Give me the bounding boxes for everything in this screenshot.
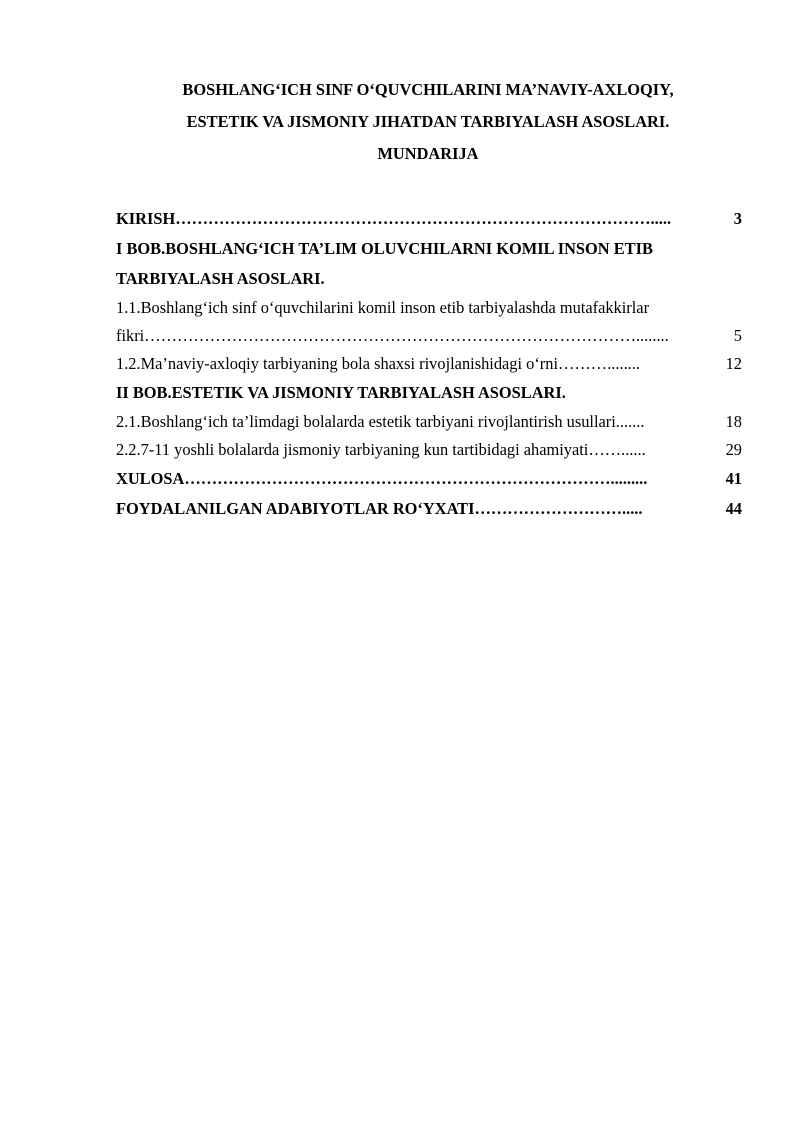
- toc-leader-dots: …………………………………………………………………….........: [184, 469, 648, 488]
- toc-entry-kirish[interactable]: [116, 204, 742, 234]
- toc-entry-label: FOYDALANILGAN ADABIYOTLAR RO‘YXATI: [116, 499, 475, 518]
- document-title: [100, 74, 756, 170]
- toc-entry-label: 2.1.Boshlang‘ich ta’limdagi bolalarda estetik tarbiyani rivojlantirish usullari: [116, 412, 616, 431]
- toc-entry-label: XULOSA: [116, 469, 185, 488]
- toc-entry-label: fikri: [116, 326, 145, 345]
- title-line-2: ESTETIK VA JISMONIY JIHATDAN TARBIYALASH ASOSLARI.: [186, 112, 670, 131]
- toc-leader-dots: …………………………………………………………………………….....: [175, 209, 672, 228]
- toc-section-1-2[interactable]: [116, 350, 742, 378]
- toc-chapter-1-line-1[interactable]: I BOB.BOSHLANG‘ICH TA’LIM OLUVCHILARNI KOMIL INSON ETIB: [116, 239, 653, 258]
- toc-entry-label: KIRISH: [116, 209, 176, 228]
- toc-page-number: 12: [725, 354, 742, 373]
- toc-entry-xulosa[interactable]: [116, 464, 742, 494]
- toc-section-1-1-line-2[interactable]: [116, 322, 742, 350]
- toc-leader-dots: .......: [615, 412, 645, 431]
- toc-chapter-2[interactable]: II BOB.ESTETIK VA JISMONIY TARBIYALASH ASOSLARI.: [116, 383, 566, 402]
- toc-page-number: 3: [733, 209, 742, 228]
- toc-entry-references[interactable]: [116, 494, 742, 524]
- toc-section-2-1[interactable]: [116, 408, 742, 436]
- table-of-contents: [116, 204, 742, 524]
- toc-leader-dots: ………………………………………………………………………………........: [144, 326, 669, 345]
- toc-page-number: 44: [725, 499, 742, 518]
- toc-page-number: 18: [725, 412, 742, 431]
- toc-section-2-2[interactable]: [116, 436, 742, 464]
- toc-leader-dots: ………........: [558, 354, 640, 373]
- toc-leader-dots: ……………………….....: [474, 499, 643, 518]
- toc-entry-label: 2.2.7-11 yoshli bolalarda jismoniy tarbiyaning kun tartibidagi ahamiyati: [116, 440, 589, 459]
- toc-page-number: 41: [725, 469, 742, 488]
- toc-chapter-1-line-2[interactable]: TARBIYALASH ASOSLARI.: [116, 269, 325, 288]
- toc-leader-dots: ……......: [588, 440, 646, 459]
- toc-page-number: 29: [725, 440, 742, 459]
- toc-heading: MUNDARIJA: [377, 144, 479, 163]
- toc-entry-label: 1.2.Ma’naviy-axloqiy tarbiyaning bola shaxsi rivojlanishidagi o‘rni: [116, 354, 559, 373]
- toc-page-number: 5: [733, 326, 742, 345]
- title-line-1: BOSHLANG‘ICH SINF O‘QUVCHILARINI MA’NAVIY-AXLOQIY,: [182, 80, 674, 99]
- toc-section-1-1-line-1[interactable]: 1.1.Boshlang‘ich sinf o‘quvchilarini komil inson etib tarbiyalashda mutafakkirlar: [116, 298, 650, 317]
